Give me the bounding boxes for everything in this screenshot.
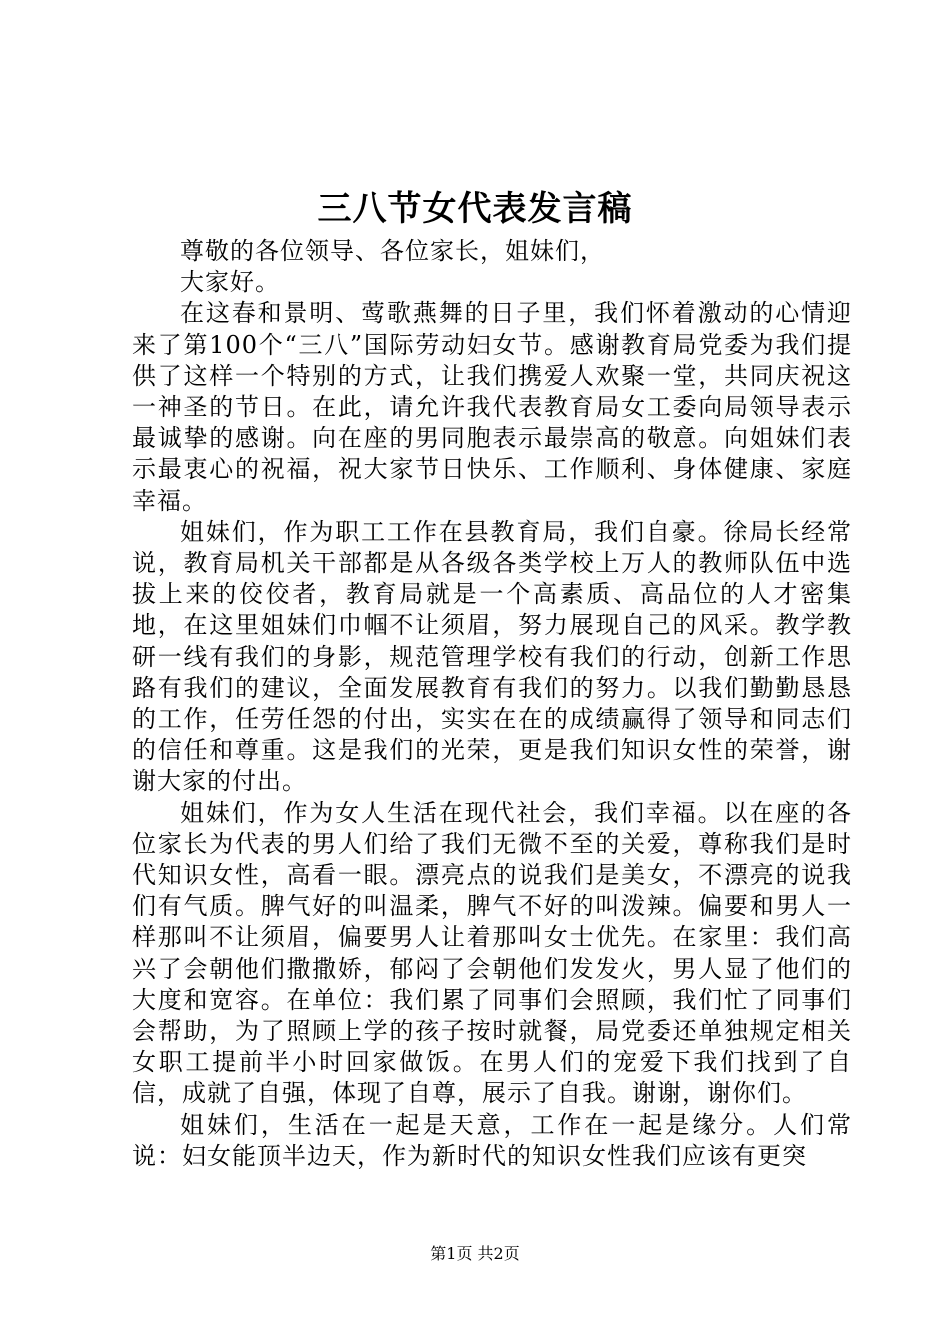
salutation-paragraph: 尊敬的各位领导、各位家长，姐妹们， xyxy=(180,237,605,265)
body-paragraph-4: 姐妹们，生活在一起是天意，工作在一起是缘分。人们常说：妇女能顶半边天，作为新时代的知识女性我们应该有更突 xyxy=(132,1110,852,1170)
document-body xyxy=(132,236,852,1172)
body-paragraph-3: 姐妹们，作为女人生活在现代社会，我们幸福。以在座的各位家长为代表的男人们给了我们无微不至的关爱，尊称我们是时代知识女性，高看一眼。漂亮点的说我们是美女，不漂亮的说我们有气质。脾气好的叫温柔，脾气不好的叫泼辣。偏要和男人一样那叫不让须眉，偏要男人让着那叫女士优先。在家里：我们高兴了会朝他们撒撒娇，郁闷了会朝他们发发火，男人显了他们的大度和宽容。在单位：我们累了同事们会照顾，我们忙了同事们会帮助，为了照顾上学的孩子按时就餐，局党委还单独规定相关女职工提前半小时回家做饭。在男人们的宠爱下我们找到了自信，成就了自强，体现了自尊，展示了自我。谢谢，谢你们。 xyxy=(132,798,852,1108)
greeting-paragraph: 大家好。 xyxy=(180,268,280,297)
body-paragraph-2: 姐妹们，作为职工工作在县教育局，我们自豪。徐局长经常说，教育局机关干部都是从各级各类学校上万人的教师队伍中选拔上来的佼佼者，教育局就是一个高素质、高品位的人才密集地，在这里姐妹们巾帼不让须眉，努力展现自己的风采。教学教研一线有我们的身影，规范管理学校有我们的行动，创新工作思路有我们的建议，全面发展教育有我们的努力。以我们勤勤恳恳的工作，任劳任怨的付出，实实在在的成绩赢得了领导和同志们的信任和尊重。这是我们的光荣，更是我们知识女性的荣誉，谢谢大家的付出。 xyxy=(132,517,852,796)
page-footer: 第1页 共2页 xyxy=(430,1244,520,1263)
body-paragraph-1: 在这春和景明、莺歌燕舞的日子里，我们怀着激动的心情迎来了第100个“三八”国际劳动妇女节。感谢教育局党委为我们提供了这样一个特别的方式，让我们携爱人欢聚一堂，共同庆祝这一神圣的节日。在此，请允许我代表教育局女工委向局领导表示最诚挚的感谢。向在座的男同胞表示最崇高的敬意。向姐妹们表示最衷心的祝福，祝大家节日快乐、工作顺利、身体健康、家庭幸福。 xyxy=(132,299,852,515)
document-title: 三八节女代表发言稿 xyxy=(317,189,633,229)
